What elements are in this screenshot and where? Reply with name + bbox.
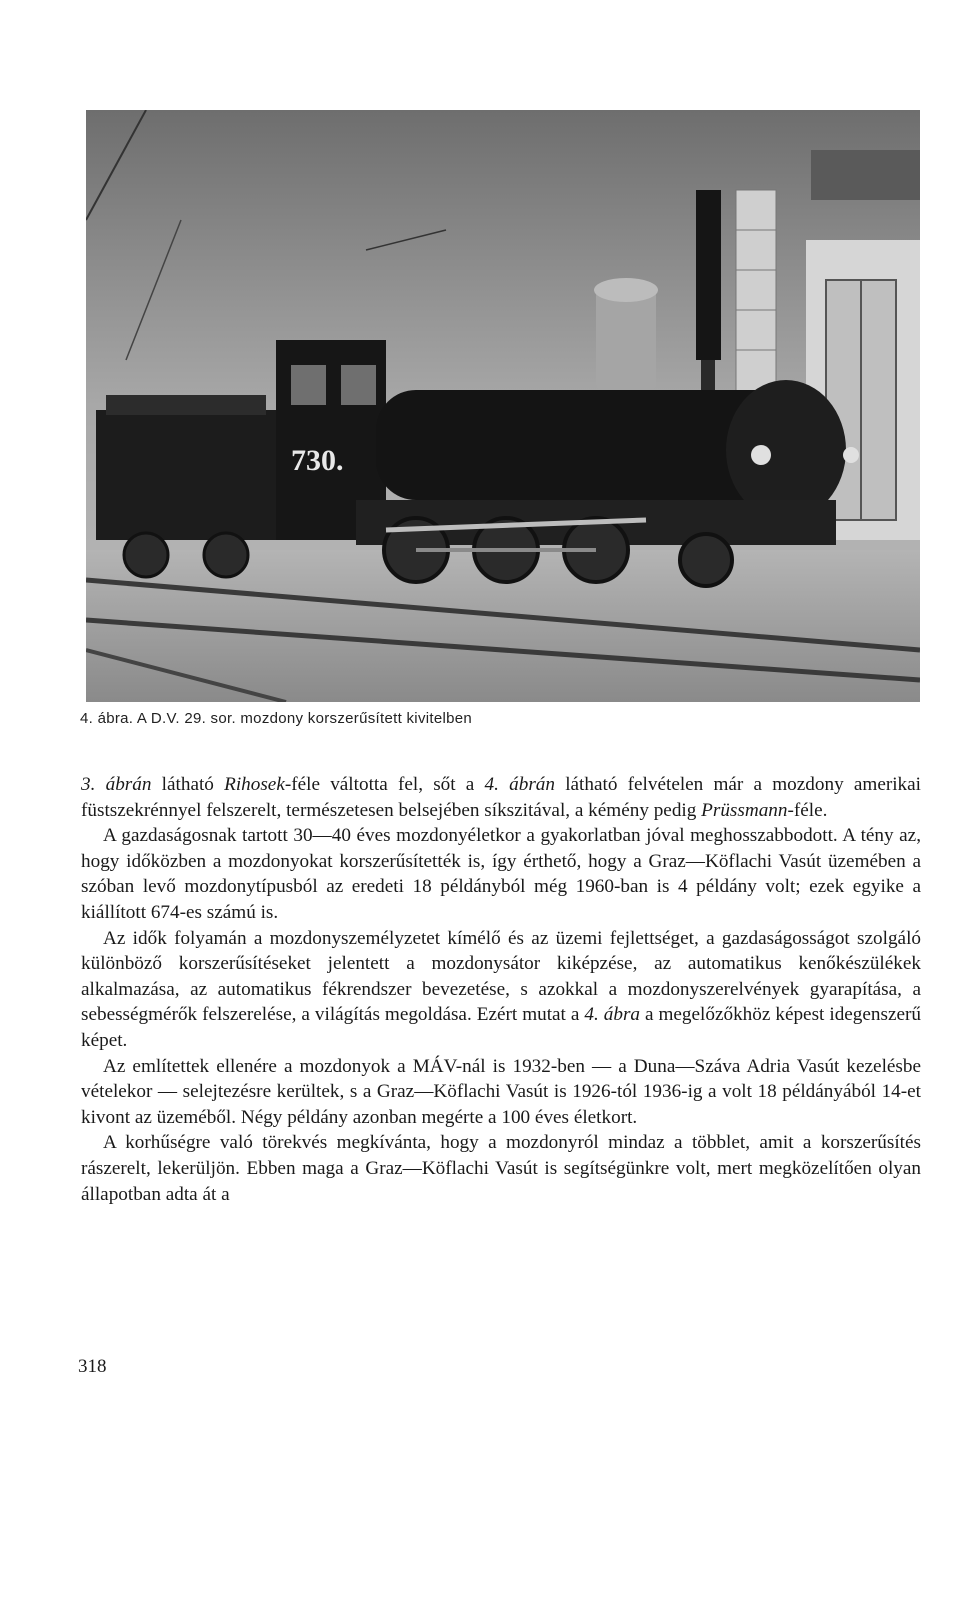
figure-ref: 3. ábrán: [81, 774, 152, 795]
paragraph-5: A korhűségre való törekvés megkívánta, hogy a mozdonyról mindaz a többlet, amit a korszerűsítés rászerelt, lekerüljön. Ebben maga a Graz—Köflachi Vasút is segítségünkre volt, mert megközelítően olyan állapotban adta át a: [81, 1132, 921, 1205]
figure-caption: 4. ábra. A D.V. 29. sor. mozdony korszerűsített kivitelben: [80, 710, 473, 727]
text-run: látható: [151, 774, 225, 795]
name-ref: Prüssmann: [701, 799, 788, 821]
paragraph-4: Az említettek ellenére a mozdonyok a MÁV-nál is 1932-ben — a Duna—Száva Adria Vasút kezelésbe vételekor — selejtezésre kerültek, s a Graz—Köflachi Vasút is 1926-tól 1936-ig a volt 18 példányából 14-et kivont az üzeméből. Négy példány azonban megérte a 100 éves életkort.: [81, 1055, 921, 1128]
figure-ref: 4. ábra: [584, 1004, 640, 1026]
text-run: -féle váltotta fel, sőt a: [284, 774, 485, 795]
paragraph-3: [81, 926, 921, 1054]
locomotive-number: 730.: [291, 444, 344, 477]
text-run: Az idők folyamán a mozdonyszemélyzetet kímélő és az üzemi fejlettséget, a gazdaságosságot szolgáló különböző korszerűsítéseket jelentett a mozdonysátor kiképzése, az automatikus kenőkészülékek alkalmazása, az automatikus fékrendszer bevezetése, s azokkal a mozdonyszerelvények gyarapítása, a sebességmérők felszerelése, a világítás megoldása. Ezért mutat a: [81, 927, 921, 1026]
name-ref: Rihosek: [224, 774, 285, 795]
paragraph-2: A gazdaságosnak tartott 30—40 éves mozdonyéletkor a gyakorlatban jóval meghosszabbodott. A tény az, hogy időközben a mozdonyokat korszerűsítették is, így érthető, hogy a Graz—Köflachi Vasút üzemében a szóban levő mozdonytípusból az eredeti 18 példányból még 1960-ban is 4 példány volt; ezek egyike a kiállított 674-es számú is.: [81, 825, 921, 923]
paragraph-1: [81, 772, 921, 823]
figure-ref: 4. ábrán: [484, 774, 555, 795]
body-text: [81, 772, 921, 1207]
page-number: 318: [78, 1356, 107, 1377]
text-run: -féle.: [787, 799, 828, 821]
locomotive-photo: [86, 110, 920, 702]
text-run: a megelőzőkhöz képest idegenszerű képet.: [81, 1004, 921, 1051]
locomotive-illustration: [86, 110, 920, 702]
text-run: látható felvételen már a mozdony amerikai füstszekrénnyel felszerelt, természetesen belsejében síkszitával, a kémény pedig: [81, 774, 921, 821]
